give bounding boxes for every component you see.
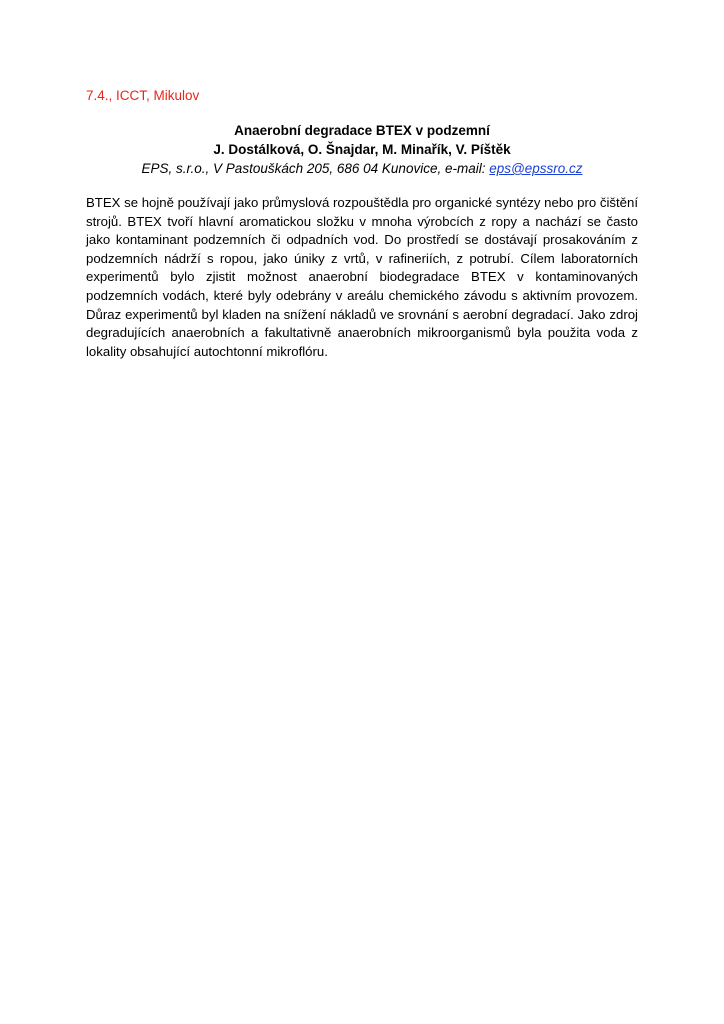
event-label: 7.4., ICCT, Mikulov (86, 88, 200, 103)
paper-title: Anaerobní degradace BTEX v podzemní (234, 123, 490, 138)
paper-authors: J. Dostálková, O. Šnajdar, M. Minařík, V. Píštěk (213, 142, 511, 157)
affiliation-text: EPS, s.r.o., V Pastouškách 205, 686 04 Kunovice, e-mail: (141, 161, 490, 176)
email-link[interactable]: eps@epssro.cz (489, 161, 583, 176)
paper-header (86, 121, 638, 178)
paper-affiliation (86, 159, 638, 178)
abstract-paragraph: BTEX se hojně používají jako průmyslová rozpouštědla pro organické syntézy nebo pro čištění strojů. BTEX tvoří hlavní aromatickou složku v mnoha výrobcích z ropy a nachází se často jako kontaminant podzemních či odpadních vod. Do prostředí se dostávají prosakováním z podzemních nádrží s ropou, jako úniky z vrtů, v rafineriích, z potrubí. Cílem laboratorních experimentů bylo zjistit možnost anaerobní biodegradace BTEX v kontaminovaných podzemních vodách, které byly odebrány v areálu chemického závodu s aktivním provozem. Důraz experimentů byl kladen na snížení nákladů ve srovnání s aerobní degradací. Jako zdroj degradujících anaerobních a fakultativně anaerobních mikroorganismů byla použita voda z lokality obsahující autochtonní mikroflóru. (86, 195, 638, 359)
